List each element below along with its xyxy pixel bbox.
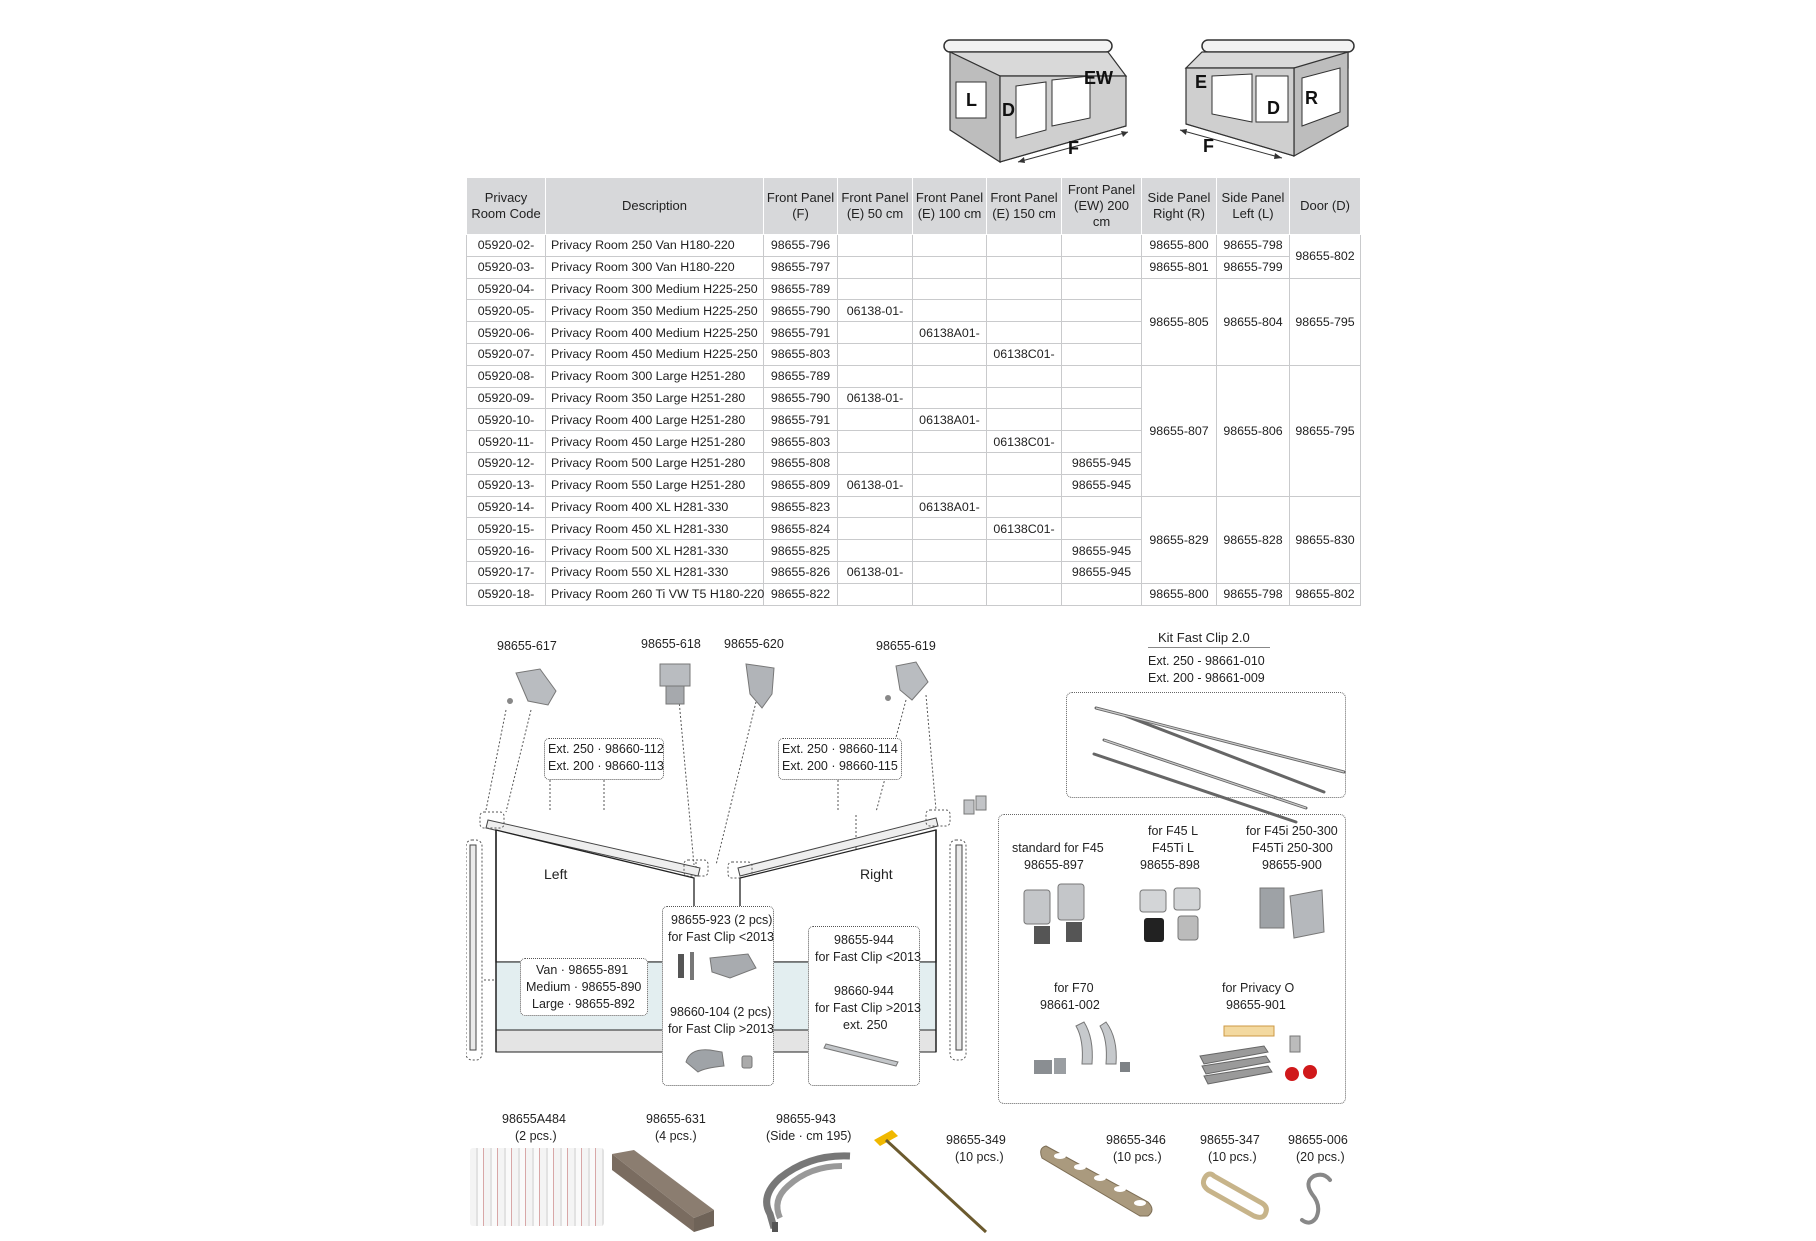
part-944b-line1: 98660-944 [834, 984, 894, 998]
table-cell [987, 583, 1062, 605]
std-f45-line2: 98655-897 [1024, 858, 1084, 872]
bracket-f70-icon [1030, 1018, 1140, 1086]
table-cell [913, 583, 987, 605]
table-cell: 98655-790 [764, 300, 838, 322]
table-cell [913, 300, 987, 322]
pole-medium: Medium · 98655-890 [526, 980, 642, 994]
table-cell [913, 278, 987, 300]
table-cell-side-left: 98655-804 [1217, 278, 1290, 365]
table-cell [1062, 256, 1142, 278]
table-cell: 98655-791 [764, 409, 838, 431]
table-cell: Privacy Room 300 Large H251-280 [546, 365, 764, 387]
table-cell: 06138-01- [838, 561, 913, 583]
table-cell-door: 98655-802 [1290, 583, 1361, 605]
part-618-label: 98655-618 [641, 637, 701, 651]
table-cell: 05920-13- [467, 474, 546, 496]
rail-944-icon [822, 1036, 902, 1072]
table-cell: Privacy Room 400 Large H251-280 [546, 409, 764, 431]
table-cell [1062, 235, 1142, 257]
table-cell: Privacy Room 550 Large H251-280 [546, 474, 764, 496]
table-cell: Privacy Room 400 XL H281-330 [546, 496, 764, 518]
table-header-cell: Front Panel (E) 100 cm [913, 178, 987, 235]
diagram-label-d2: D [1267, 98, 1280, 118]
table-cell-side-right: 98655-805 [1142, 278, 1217, 365]
part-943-line2: (Side · cm 195) [766, 1129, 852, 1143]
table-cell [838, 518, 913, 540]
table-cell [1062, 300, 1142, 322]
table-cell [1062, 322, 1142, 344]
table-cell [987, 300, 1062, 322]
table-header-cell: Description [546, 178, 764, 235]
part-923-line1: 98655-923 (2 pcs) [671, 913, 773, 927]
part-104-line2: for Fast Clip >2013 [668, 1022, 774, 1036]
clip-619-icon [882, 660, 936, 706]
part-346-line2: (10 pcs.) [1113, 1150, 1162, 1164]
table-cell [838, 540, 913, 562]
part-006-line2: (20 pcs.) [1296, 1150, 1345, 1164]
curtain-icon [470, 1148, 604, 1226]
table-cell: 98655-790 [764, 387, 838, 409]
table-cell: 06138-01- [838, 387, 913, 409]
table-row [467, 256, 1361, 278]
part-a484-line2: (2 pcs.) [515, 1129, 557, 1143]
table-cell: 98655-789 [764, 278, 838, 300]
panel-left-label: Left [544, 866, 568, 882]
table-cell [913, 343, 987, 365]
spec-table [466, 177, 1361, 606]
table-cell: 05920-17- [467, 561, 546, 583]
table-header-cell: Front Panel (F) [764, 178, 838, 235]
ext-right-line1: Ext. 250 · 98660-114 [782, 742, 898, 756]
table-cell: Privacy Room 300 Van H180-220 [546, 256, 764, 278]
f45i-line3: 98655-900 [1262, 858, 1322, 872]
part-347-line1: 98655-347 [1200, 1133, 1260, 1147]
table-cell [1062, 409, 1142, 431]
clip-104-icon [680, 1042, 760, 1076]
table-cell [987, 256, 1062, 278]
bracket-f45-icon [1020, 880, 1092, 950]
table-row [467, 235, 1361, 257]
diagram-label-l: L [966, 90, 977, 110]
foam-block-icon [610, 1148, 720, 1232]
table-body [467, 235, 1361, 606]
table-cell [1062, 365, 1142, 387]
std-f45-line1: standard for F45 [1012, 841, 1104, 855]
table-cell-side-right: 98655-829 [1142, 496, 1217, 583]
table-cell: 98655-803 [764, 343, 838, 365]
clip-620-icon [740, 660, 782, 712]
table-header-cell: Privacy Room Code [467, 178, 546, 235]
table-cell: 06138C01- [987, 518, 1062, 540]
table-cell: 98655-945 [1062, 452, 1142, 474]
table-cell: Privacy Room 250 Van H180-220 [546, 235, 764, 257]
kit-title-underline [1148, 647, 1270, 648]
table-cell [987, 322, 1062, 344]
table-cell: Privacy Room 450 Large H251-280 [546, 431, 764, 453]
table-cell [1062, 518, 1142, 540]
part-104-line1: 98660-104 (2 pcs) [670, 1005, 772, 1019]
diagram-label-f2: F [1203, 136, 1214, 156]
table-cell [913, 256, 987, 278]
diagram-label-d: D [1002, 100, 1015, 120]
table-cell-side-right: 98655-800 [1142, 583, 1217, 605]
table-cell [913, 365, 987, 387]
f45i-line2: F45Ti 250-300 [1252, 841, 1333, 855]
privacy-o-kit-icon [1194, 1016, 1328, 1094]
table-cell: 98655-945 [1062, 540, 1142, 562]
part-347-line2: (10 pcs.) [1208, 1150, 1257, 1164]
clip-618-icon [654, 660, 698, 708]
table-cell: Privacy Room 550 XL H281-330 [546, 561, 764, 583]
table-cell [987, 474, 1062, 496]
table-header-cell: Side Panel Left (L) [1217, 178, 1290, 235]
table-cell: 98655-825 [764, 540, 838, 562]
table-cell [987, 387, 1062, 409]
table-cell [913, 518, 987, 540]
table-header-cell: Door (D) [1290, 178, 1361, 235]
table-cell [1062, 343, 1142, 365]
table-cell [987, 452, 1062, 474]
table-cell: Privacy Room 500 XL H281-330 [546, 540, 764, 562]
table-cell [838, 583, 913, 605]
part-617-label: 98655-617 [497, 639, 557, 653]
table-cell-side-left: 98655-806 [1217, 365, 1290, 496]
table-cell: 05920-08- [467, 365, 546, 387]
table-cell: Privacy Room 450 XL H281-330 [546, 518, 764, 540]
table-cell: Privacy Room 350 Large H251-280 [546, 387, 764, 409]
table-cell [913, 387, 987, 409]
part-349-line2: (10 pcs.) [955, 1150, 1004, 1164]
table-cell-side-left: 98655-798 [1217, 583, 1290, 605]
part-349-line1: 98655-349 [946, 1133, 1006, 1147]
table-cell: 06138A01- [913, 322, 987, 344]
table-header-cell: Front Panel (E) 50 cm [838, 178, 913, 235]
table-cell: 06138-01- [838, 474, 913, 496]
table-row [467, 365, 1361, 387]
pole-van: Van · 98655-891 [536, 963, 629, 977]
part-619-label: 98655-619 [876, 639, 936, 653]
rubber-ring-icon [1198, 1168, 1270, 1224]
table-cell: 06138C01- [987, 343, 1062, 365]
table-cell: 05920-11- [467, 431, 546, 453]
ext-left-line2: Ext. 200 · 98660-113 [548, 759, 664, 773]
table-cell [838, 278, 913, 300]
spring-clip-icon [668, 950, 764, 984]
table-cell [1062, 583, 1142, 605]
table-cell [987, 235, 1062, 257]
part-944b-line3: ext. 250 [843, 1018, 888, 1032]
bracket-f45l-icon [1136, 884, 1208, 950]
part-944-line2: for Fast Clip <2013 [815, 950, 921, 964]
table-cell: Privacy Room 450 Medium H225-250 [546, 343, 764, 365]
f45l-line3: 98655-898 [1140, 858, 1200, 872]
table-cell [838, 496, 913, 518]
table-cell-door: 98655-830 [1290, 496, 1361, 583]
part-620-label: 98655-620 [724, 637, 784, 651]
part-a484-line1: 98655A484 [502, 1112, 566, 1126]
table-cell: 98655-824 [764, 518, 838, 540]
table-cell [1062, 431, 1142, 453]
tensioner-icon [1040, 1136, 1160, 1220]
part-944b-line2: for Fast Clip >2013 [815, 1001, 921, 1015]
table-cell: 05920-04- [467, 278, 546, 300]
table-cell [838, 365, 913, 387]
f45l-line1: for F45 L [1148, 824, 1199, 838]
table-cell-side-right: 98655-801 [1142, 256, 1217, 278]
diagram-label-ew: EW [1084, 68, 1113, 88]
kit-box [1066, 692, 1346, 798]
table-cell [838, 256, 913, 278]
table-cell-door: 98655-795 [1290, 278, 1361, 365]
bracket-f45i-icon [1254, 882, 1328, 944]
table-cell: Privacy Room 500 Large H251-280 [546, 452, 764, 474]
table-cell: 98655-791 [764, 322, 838, 344]
kit-title: Kit Fast Clip 2.0 [1158, 630, 1250, 645]
diagram-label-r: R [1305, 88, 1318, 108]
table-cell [1062, 496, 1142, 518]
table-cell-side-right: 98655-807 [1142, 365, 1217, 496]
table-cell: 98655-826 [764, 561, 838, 583]
table-cell [913, 474, 987, 496]
table-cell [838, 235, 913, 257]
part-631-line2: (4 pcs.) [655, 1129, 697, 1143]
table-cell: 06138C01- [987, 431, 1062, 453]
table-header-row [467, 178, 1361, 235]
part-631-line1: 98655-631 [646, 1112, 706, 1126]
table-header-cell: Front Panel (EW) 200 cm [1062, 178, 1142, 235]
table-cell: 05920-10- [467, 409, 546, 431]
table-cell: 98655-823 [764, 496, 838, 518]
table-row [467, 278, 1361, 300]
table-cell [913, 452, 987, 474]
table-cell [838, 431, 913, 453]
table-cell [987, 496, 1062, 518]
table-cell [913, 431, 987, 453]
table-cell [1062, 387, 1142, 409]
table-cell: 05920-18- [467, 583, 546, 605]
table-cell: 05920-15- [467, 518, 546, 540]
table-cell-side-left: 98655-828 [1217, 496, 1290, 583]
privacy-o-line1: for Privacy O [1222, 981, 1295, 995]
table-cell: 98655-808 [764, 452, 838, 474]
part-923-line2: for Fast Clip <2013 [668, 930, 774, 944]
table-cell: 06138-01- [838, 300, 913, 322]
table-cell: 98655-789 [764, 365, 838, 387]
table-cell: 05920-06- [467, 322, 546, 344]
table-cell-door: 98655-802 [1290, 235, 1361, 279]
part-944-line1: 98655-944 [834, 933, 894, 947]
kit-line1: Ext. 250 - 98661-010 [1148, 654, 1265, 668]
diagram-label-e: E [1195, 72, 1208, 92]
table-row [467, 583, 1361, 605]
table-cell: Privacy Room 350 Medium H225-250 [546, 300, 764, 322]
table-cell: 05920-14- [467, 496, 546, 518]
table-cell: 98655-945 [1062, 561, 1142, 583]
part-943-line1: 98655-943 [776, 1112, 836, 1126]
table-cell-side-left: 98655-798 [1217, 235, 1290, 257]
table-cell: 98655-803 [764, 431, 838, 453]
f45i-line1: for F45i 250-300 [1246, 824, 1338, 838]
table-cell: 98655-822 [764, 583, 838, 605]
pole-large: Large · 98655-892 [532, 997, 635, 1011]
table-cell: Privacy Room 400 Medium H225-250 [546, 322, 764, 344]
ext-right-line2: Ext. 200 · 98660-115 [782, 759, 898, 773]
table-cell [913, 235, 987, 257]
table-cell: 98655-809 [764, 474, 838, 496]
f70-line2: 98661-002 [1040, 998, 1100, 1012]
table-cell: 98655-945 [1062, 474, 1142, 496]
table-cell: 05920-02- [467, 235, 546, 257]
table-cell [987, 561, 1062, 583]
table-cell: 05920-09- [467, 387, 546, 409]
table-cell: 05920-07- [467, 343, 546, 365]
panel-right-label: Right [860, 866, 893, 882]
table-cell [987, 278, 1062, 300]
diagram-label-f: F [1068, 138, 1079, 158]
table-cell [913, 561, 987, 583]
table-cell: 05920-16- [467, 540, 546, 562]
table-cell [987, 540, 1062, 562]
table-cell: 06138A01- [913, 496, 987, 518]
table-cell [987, 409, 1062, 431]
table-header-cell: Side Panel Right (R) [1142, 178, 1217, 235]
table-header-cell: Front Panel (E) 150 cm [987, 178, 1062, 235]
table-cell-side-right: 98655-800 [1142, 235, 1217, 257]
part-346-line1: 98655-346 [1106, 1133, 1166, 1147]
table-cell: 98655-797 [764, 256, 838, 278]
table-cell [1062, 278, 1142, 300]
f70-line1: for F70 [1054, 981, 1094, 995]
table-cell [838, 343, 913, 365]
table-cell: 05920-05- [467, 300, 546, 322]
table-cell: 05920-03- [467, 256, 546, 278]
table-cell: Privacy Room 300 Medium H225-250 [546, 278, 764, 300]
table-cell [838, 452, 913, 474]
table-cell-door: 98655-795 [1290, 365, 1361, 496]
privacy-o-line2: 98655-901 [1226, 998, 1286, 1012]
table-cell-side-left: 98655-799 [1217, 256, 1290, 278]
part-006-line1: 98655-006 [1288, 1133, 1348, 1147]
table-cell: Privacy Room 260 Ti VW T5 H180-220 [546, 583, 764, 605]
ext-left-line1: Ext. 250 · 98660-112 [548, 742, 664, 756]
table-cell [913, 540, 987, 562]
table-cell: 05920-12- [467, 452, 546, 474]
table-cell [838, 322, 913, 344]
table-cell: 98655-796 [764, 235, 838, 257]
table-row [467, 496, 1361, 518]
f45l-line2: F45Ti L [1152, 841, 1194, 855]
clip-small-icon [962, 792, 988, 824]
zipper-icon [750, 1148, 860, 1234]
clip-617-icon [506, 665, 562, 709]
table-cell [838, 409, 913, 431]
kit-line2: Ext. 200 - 98661-009 [1148, 671, 1265, 685]
table-cell [987, 365, 1062, 387]
s-hook-icon [1294, 1170, 1344, 1230]
table-cell: 06138A01- [913, 409, 987, 431]
